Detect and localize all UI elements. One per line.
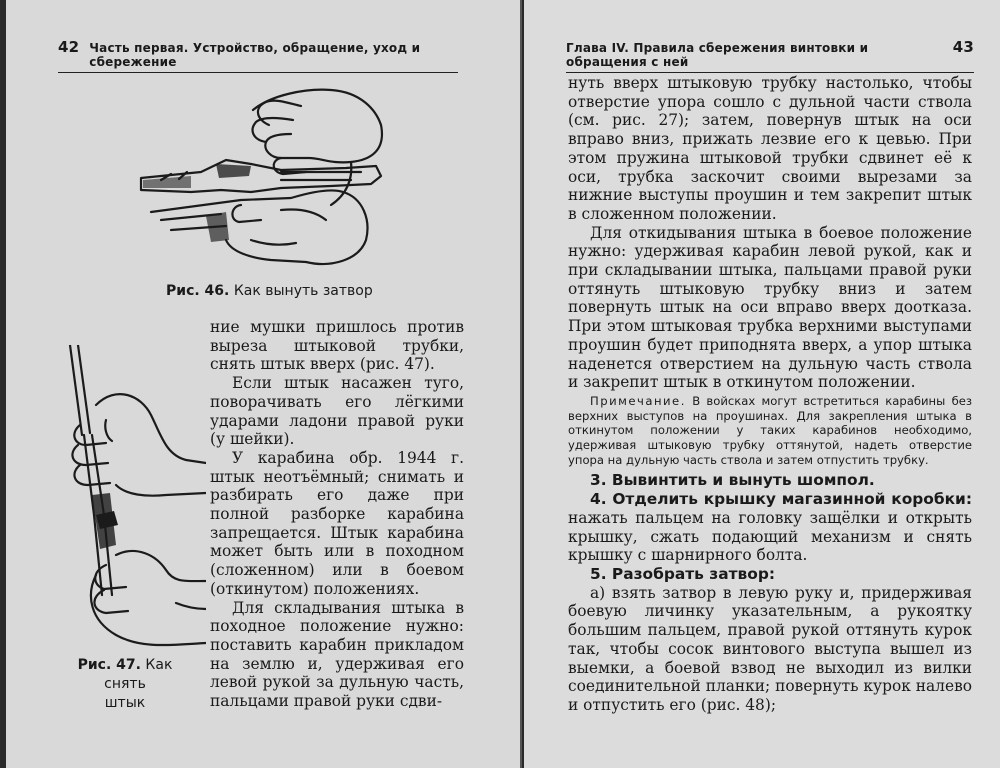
figure-47-text-line1: Как снять <box>104 657 173 692</box>
left-paragraph-4: Для складывания штыка в походное положение нужно: поставить карабин прикладом на землю и, удерживая его левой рукой за дульную часть, пальцами правой руки сдви- <box>210 598 464 711</box>
figure-46-caption <box>166 282 373 301</box>
right-running-head-text: Глава IV. Правила сбережения винтовки и обращения с ней <box>566 41 869 69</box>
left-running-head-text: Часть первая. Устройство, обращение, уход и сбережение <box>89 41 421 69</box>
figure-47-caption <box>60 656 190 713</box>
figure-46-illustration <box>131 80 391 270</box>
step-4-text: нажать пальцем на головку защёлки и открыть крышку, сжать подающий механизм и снять крышку с шарнирного болта. <box>568 508 972 565</box>
left-paragraph-2: Если штык насажен туго, поворачивать его лёгкими ударами ладони правой руки (у шейки). <box>210 374 464 449</box>
right-paragraph-1: нуть вверх штыковую трубку настолько, чтобы отверстие упора сошло с дульной части ствола (см. рис. 27); затем, повернув штык на оси вправо вниз, прижать лезвие его к цевью. При этом пружина штыковой трубки сдвинет её к оси, трубка заскочит своими вырезами за нижние выступы проушин и тем закрепит штык в сложенном положении. <box>568 74 972 223</box>
step-5: 5. Разобрать затвор: <box>590 564 775 583</box>
left-paragraph-1: ние мушки пришлось против выреза штыковой трубки, снять штык вверх (рис. 47). <box>210 318 464 374</box>
step-4 <box>568 490 972 565</box>
left-paragraph-3: У карабина обр. 1944 г. штык неотъёмный; снимать и разбирать его даже при полной разборке карабина запрещается. Штык карабина может быть или в походном (сложенном) или в боевом (откинутом) положениях. <box>210 448 464 598</box>
right-body-text <box>568 74 972 715</box>
left-page <box>6 0 522 768</box>
note-block <box>568 394 972 468</box>
step-5a: а) взять затвор в левую руку и, придерживая боевую личинку указательным, а рукоятку большим пальцем, правой рукой оттянуть курок так, чтобы сосок винтового выступа вышел из выемки, а боевой взвод не выходил из вилки соединительной планки; повернуть курок налево и отпустить его (рис. 48); <box>568 583 972 714</box>
figure-46-label: Рис. 46. <box>166 283 230 299</box>
step-3: 3. Вывинтить и вынуть шомпол. <box>590 471 875 490</box>
right-running-header <box>566 38 974 73</box>
step-4-heading: 4. Отделить крышку магазинной коробки: <box>590 490 972 509</box>
figure-46-text: Как вынуть затвор <box>233 283 373 299</box>
right-paragraph-2: Для откидывания штыка в боевое положение нужно: удерживая карабин левой рукой, как и при складывании штыка, пальцами правой руки оттянуть штыковую трубку вниз и затем повернуть штык на оси вправо вверх доотказа. При этом штыковая трубка верхними выступами проушин будет приподнята вверх, а упор штыка наденется отверстием на дульную часть ствола и закрепит штык в откинутом положении. <box>568 223 972 392</box>
left-running-header <box>58 38 458 73</box>
note-text: В войсках могут встретиться карабины без верхних выступов на проушинах. Для закрепления штыка в откинутом положении у таких карабинов необходимо, удерживая штыковую трубку оттянутой, надеть отверстие упора на дульную часть ствола и затем отпустить трубку. <box>568 393 973 467</box>
figure-47-illustration <box>56 345 206 655</box>
figure-47-text-line2: штык <box>104 695 146 711</box>
right-page <box>524 0 1000 768</box>
note-label: Примечание. <box>590 393 686 408</box>
figure-47-label: Рис. 47. <box>77 657 141 673</box>
right-page-number: 43 <box>952 38 974 56</box>
left-page-number: 42 <box>58 38 80 56</box>
left-body-text <box>210 318 464 711</box>
